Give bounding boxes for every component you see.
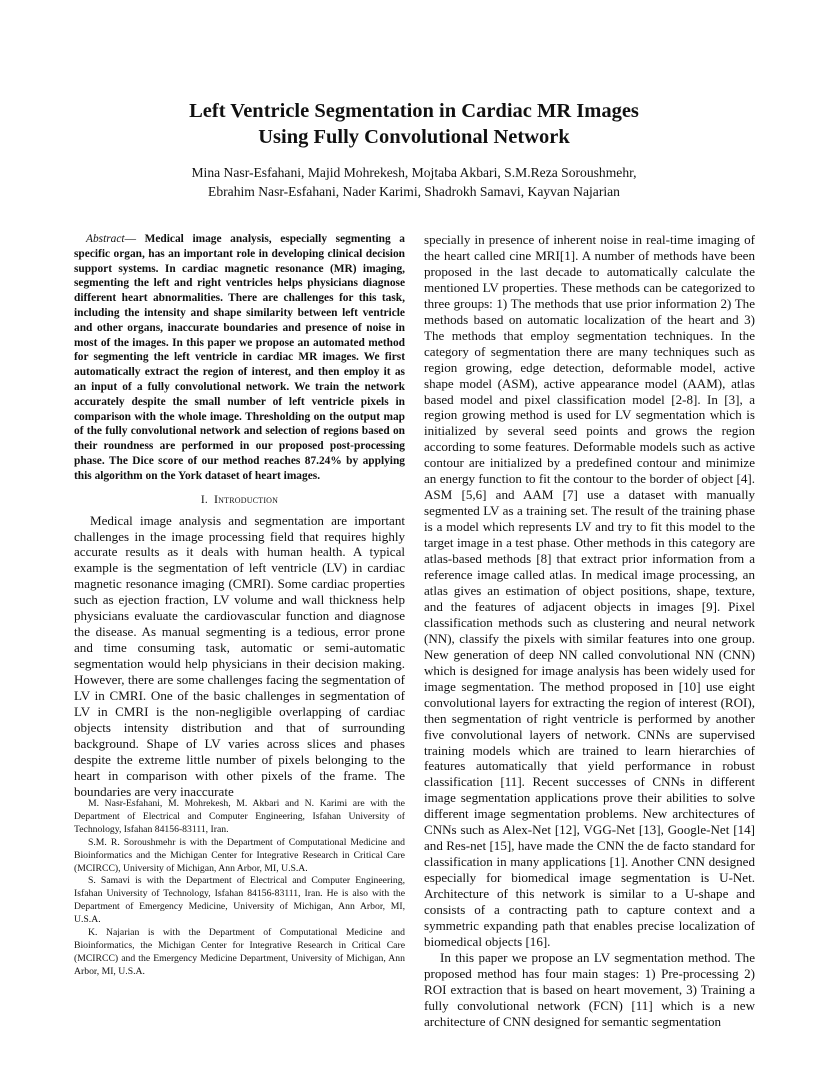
intro-paragraph-1: Medical image analysis and segmentation are important challenges in the image processing field that requires highly accurate results as it deals with human health. A typical example is the segmentation of left ventricle (LV) in cardiac magnetic resonance imaging (CMRI). Some cardiac properties such as ejection fraction, LV volume and wall thickness help physicians evaluate the cardiovascular function and diagnose the disease. As manual segmenting is a tedious, error prone and time consuming task, automatic or semi-automatic segmentation would help physicians in their decision making. However, there are some challenges facing the segmentation of LV in CMRI. One of the basic challenges in segmentation of LV in CMRI is the non-negligible overlapping of cardiac objects intensity distribution and that of surrounding background. Shape of LV varies across slices and phases despite the extreme little number of pixels belonging to the heart in comparison with other pixels of the frame. The boundaries are very inaccurate bbox=[74, 512, 405, 799]
footnote-3: S. Samavi is with the Department of Electrical and Computer Engineering, Isfahan University of Technology, Isfahan 84156-83111, Iran. He is also with the Department of Emergency Medicine, University of Michigan, Ann Arbor, MI, U.S.A. bbox=[74, 875, 405, 926]
abstract-label: Abstract— bbox=[86, 233, 136, 245]
title-line-1: Left Ventricle Segmentation in Cardiac MR Images bbox=[189, 100, 639, 122]
left-column bbox=[74, 232, 405, 800]
footnote-1: M. Nasr-Esfahani, M. Mohrekesh, M. Akbari and N. Karimi are with the Department of Electrical and Computer Engineering, Isfahan University of Technology, Isfahan 84156-83111, Iran. bbox=[74, 798, 405, 835]
authors-line-2: Ebrahim Nasr-Esfahani, Nader Karimi, Shadrokh Samavi, Kayvan Najarian bbox=[208, 183, 620, 199]
footnote-4: K. Najarian is with the Department of Computational Medicine and Bioinformatics, the Michigan Center for Integrative Research in Critical Care (MCIRCC) and the Emergency Medicine Department, University of Michigan, Ann Arbor, MI, U.S.A. bbox=[74, 927, 405, 977]
abstract bbox=[74, 232, 405, 484]
authors-line-1: Mina Nasr-Esfahani, Majid Mohrekesh, Mojtaba Akbari, S.M.Reza Soroushmehr, bbox=[191, 165, 637, 180]
section-title: Introduction bbox=[213, 491, 279, 506]
right-paragraph-2: In this paper we propose an LV segmentation method. The proposed method has four main stages: 1) Pre-processing 2) ROI extraction that is based on heart movement, 3) Training a fully convolutional network (FCN) [11] which is a new architecture of CNN designed for semantic segmentation bbox=[424, 949, 755, 1029]
footnotes bbox=[74, 798, 405, 979]
section-heading-introduction bbox=[74, 492, 405, 507]
section-number: I. bbox=[200, 493, 208, 506]
footnote-2: S.M. R. Soroushmehr is with the Department of Computational Medicine and Bioinformatics and the Michigan Center for Integrative Research in Critical Care (MCIRCC), University of Michigan, Ann Arbor, MI, U.S.A. bbox=[74, 836, 405, 874]
paper-title bbox=[0, 98, 828, 150]
author-list bbox=[0, 164, 828, 201]
title-line-2: Using Fully Convolutional Network bbox=[258, 126, 570, 148]
right-column bbox=[424, 232, 755, 1030]
right-paragraph-1: specially in presence of inherent noise in real-time imaging of the heart called cine MRI[1]. A number of methods have been proposed in the last decade to automatically calculate the mentioned LV properties. These methods can be categorized to three groups: 1) The methods that use prior information 2) The methods based on automatic localization of the heart and 3) The methods that employ segmentation techniques. In the category of segmentation there are many techniques such as region growing, edge detection, deformable model, active shape model (ASM), active appearance model (AAM), atlas based model and pixel classification model [2-8]. In [3], a region growing method is used for LV segmentation which is initialized by several seed points and grows the region according to some features. Deformable models such as active contour are initialized by a predefined contour and minimize an energy function to fit the contour to the border of object [4]. ASM [5,6] and AAM [7] use a dataset with manually segmented LV as a training set. The result of the training phase is a model which represents LV and try to fit this model to the target image in a test phase. Other methods in this category are atlas-based methods [8] that extract prior information from a reference image called atlas. In medical image processing, an atlas gives an estimation of object positions, shape, texture, and the features of adjacent objects in images [9]. Pixel classification methods such as clustering and neural network (NN), classify the pixels with similar features into one group. New generation of deep NN called convolutional NN (CNN) which is designed for image analysis has been widely used for image segmentation. The method proposed in [10] use eight convolutional layers for extracting the region of interest (ROI), then segmentation of right ventricle is performed by another five convolutional layers of network. CNNs are supervised training models which are trained to learn hierarchies of features automatically that yield performance in robust classification [11]. Recent successes of CNNs in different image segmentation applications prove their abilities to solve different image segmentation problems. New architectures of CNNs such as Alex-Net [12], VGG-Net [13], Google-Net [14] and Res-net [15], have made the CNN the de facto standard for classification in many applications [1]. Another CNN designed especially for biomedical image segmentation is U-Net. Architecture of this network is similar to a U-shape and consists of a contracting path to capture context and a symmetric expanding path that enables precise localization of biomedical objects [16]. bbox=[424, 232, 755, 949]
abstract-text: Medical image analysis, especially segmenting a specific organ, has an important role in developing clinical decision support systems. In cardiac magnetic resonance (MR) imaging, segmenting the left and right ventricles helps physicians diagnose different heart abnormalities. There are challenges for this task, including the intensity and shape similarity between left ventricle and other organs, inaccurate boundaries and presence of noise in most of the images. In this paper we propose an automated method for segmenting the left ventricle in cardiac MR images. We first automatically extract the region of interest, and then employ it as an input of a fully convolutional network. We train the network accurately despite the small number of left ventricle pixels in comparison with the whole image. Thresholding on the output map of the fully convolutional network and selection of regions based on their roundness are performed in our proposed post-processing phase. The Dice score of our method reaches 87.24% by applying this algorithm on the York dataset of heart images. bbox=[74, 233, 405, 482]
